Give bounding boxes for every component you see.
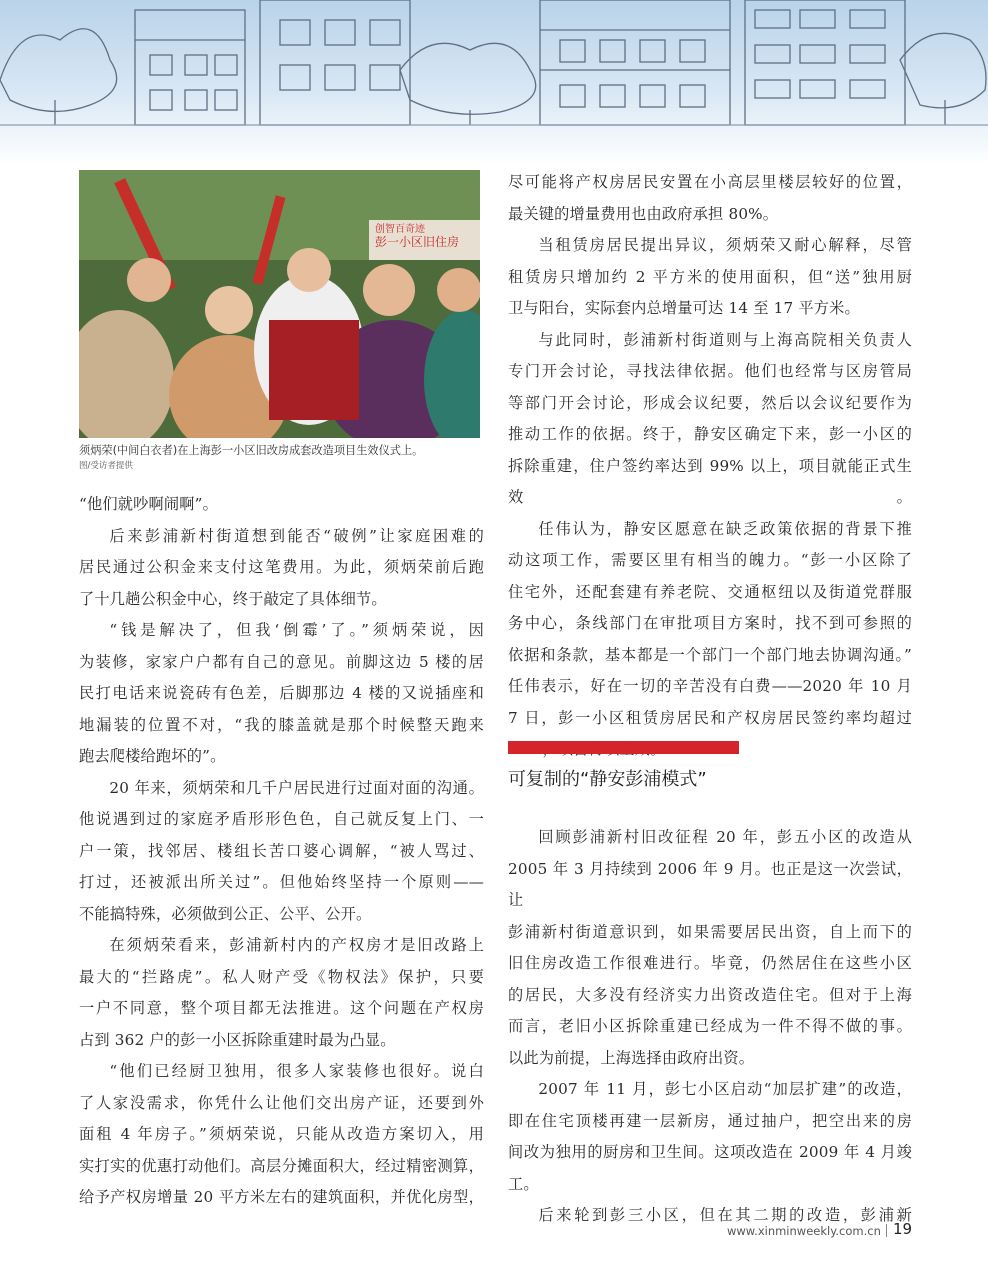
text-line: 尽可能将产权房居民安置在小高层里楼层较好的位置， (508, 173, 912, 191)
text-line: 在须炳荣看来，彭浦新村内的产权房才是旧改路上 (109, 936, 484, 954)
footer-url: www.xinminweekly.com.cn (727, 1224, 881, 1238)
text-line: 一户不同意，整个项目都无法推进。这个问题在产权房 (79, 999, 484, 1017)
text-line: 地漏装的位置不对，“我的膝盖就是那个时候整天跑来 (79, 715, 484, 734)
text-line: 给予产权房增量 20 平方米左右的建筑面积，并优化房型， (79, 1188, 484, 1206)
city-skyline-illustration (0, 0, 988, 165)
text-line: 了十几趟公积金中心，终于敲定了具体细节。 (79, 589, 387, 608)
text-line: 了人家没需求，你凭什么让他们交出房产证，还要到外 (79, 1093, 484, 1112)
text-line: 为装修，家家户户都有自己的意见。前脚这边 5 楼的居 (79, 652, 484, 671)
text-line: 居民通过公积金来支付这笔费用。为此，须炳荣前后跑 (79, 558, 484, 576)
header-illustration (0, 0, 988, 165)
banner-text-top: 创智百奇迹 (375, 224, 425, 235)
text-line: 2007 年 11 月，彭七小区启动“加层扩建”的改造， (538, 1080, 912, 1098)
section-title: 可复制的“静安彭浦模式” (508, 769, 707, 790)
article-right-column (508, 167, 912, 766)
text-line: 彭浦新村街道意识到，如果需要居民出资，自上而下的 (508, 922, 912, 941)
text-line: 卫与阳台，实际套内总增量可达 14 至 17 平方米。 (508, 299, 860, 317)
text-line: 民打电话来说瓷砖有色差，后脚那边 4 楼的又说插座和 (79, 684, 484, 702)
text-line: 而言，老旧小区拆除重建已经成为一件不得不做的事。 (508, 1017, 912, 1035)
photo-credit: 图/受访者提供 (79, 461, 133, 471)
text-line: 他说遇到过的家庭矛盾形形色色，自己就反复上门、一 (79, 810, 484, 828)
photo-caption: 须炳荣(中间白衣者)在上海彭一小区旧改房成套改造项目生效仪式上。 (79, 444, 424, 457)
article-right-column-continued (508, 822, 912, 1232)
text-line: 7 日，彭一小区租赁房居民和产权房居民签约率均超过 (508, 708, 912, 727)
text-line: 实打实的优惠打动他们。高层分摊面积大，经过精密测算， (79, 1156, 484, 1175)
text-line: 以此为前提，上海选择由政府出资。 (508, 1048, 755, 1067)
text-line: 专门开会讨论，寻找法律依据。他们也经常与区房管局 (508, 362, 912, 380)
text-line: 工。 (508, 1174, 539, 1193)
footer-divider (886, 1224, 887, 1237)
text-line: 最大的“拦路虎”。私人财产受《物权法》保护，只要 (79, 967, 484, 986)
text-line: 等部门开会讨论，形成会议纪要，然后以会议纪要作为 (508, 393, 912, 412)
text-line: 占到 362 户的彭一小区拆除重建时最为凸显。 (79, 1030, 396, 1049)
text-line: 户一策，找邻居、楼组长苦口婆心调解，“被人骂过、 (79, 841, 484, 860)
text-line: 20 年来，须炳荣和几千户居民进行过面对面的沟通。 (109, 778, 484, 797)
text-line: “钱是解决了，但我‘倒霉’了。”须炳荣说，因 (109, 621, 484, 639)
article-left-column (79, 489, 484, 1214)
text-line: 后来彭浦新村街道想到能否“破例”让家庭困难的 (109, 526, 484, 545)
text-line: 拆除重建，住户签约率达到 99% 以上，项目就能正式生效。 (508, 456, 912, 506)
text-line: 推动工作的依据。终于，静安区确定下来，彭一小区的 (508, 425, 912, 443)
text-line: 的居民，大多没有经济实力出资改造住宅。但对于上海 (508, 985, 912, 1004)
text-line: 回顾彭浦新村旧改征程 20 年，彭五小区的改造从 (538, 828, 912, 846)
text-line: 依据和条款，基本都是一个部门一个部门地去协调沟通。” (508, 645, 912, 664)
text-line: 旧住房改造工作很难进行。毕竟，仍然居住在这些小区 (508, 954, 912, 972)
text-line: 动这项工作，需要区里有相当的魄力。“彭一小区除了 (508, 551, 912, 569)
text-line: 即在住宅顶楼再建一层新房，通过抽户，把空出来的房 (508, 1111, 912, 1130)
text-line: “他们已经厨卫独用，很多人家装修也很好。说白 (109, 1062, 484, 1080)
section-accent-bar (508, 741, 739, 754)
text-line: “他们就吵啊闹啊”。 (79, 495, 219, 513)
text-line: 间改为独用的厨房和卫生间。这项改造在 2009 年 4 月竣 (508, 1143, 912, 1161)
text-line: 后来轮到彭三小区，但在其二期的改造，彭浦新 (538, 1206, 912, 1224)
text-line: 任伟认为，静安区愿意在缺乏政策依据的背景下推 (538, 519, 912, 538)
text-line: 2005 年 3 月持续到 2006 年 9 月。也正是这一次尝试，让 (508, 859, 912, 909)
text-line: 跑去爬楼给跑坏的”。 (79, 747, 226, 765)
celebration-photo (79, 170, 480, 438)
text-line: 面租 4 年房子。”须炳荣说，只能从改造方案切入，用 (79, 1125, 484, 1143)
text-line: 打过，还被派出所关过”。但他始终坚持一个原则—— (79, 873, 484, 891)
banner-text: 彭一小区旧住房 (375, 235, 460, 249)
text-line: 租赁房只增加约 2 平方米的使用面积，但“送”独用厨 (508, 267, 912, 286)
page-number: 19 (893, 1220, 913, 1238)
text-line: 与此同时，彭浦新村街道则与上海高院相关负责人 (538, 330, 912, 349)
text-line: 务中心，条线部门在审批项目方案时，找不到可参照的 (508, 614, 912, 632)
text-line: 任伟表示，好在一切的辛苦没有白费——2020 年 10 月 (508, 677, 912, 695)
text-line: 当租赁房居民提出异议，须炳荣又耐心解释，尽管 (538, 236, 912, 254)
text-line: 住宅外，还配套建有养老院、交通枢纽以及街道党群服 (508, 582, 912, 601)
text-line: 不能搞特殊，必须做到公正、公平、公开。 (79, 904, 372, 923)
text-line: 最关键的增量费用也由政府承担 80%。 (508, 204, 779, 223)
